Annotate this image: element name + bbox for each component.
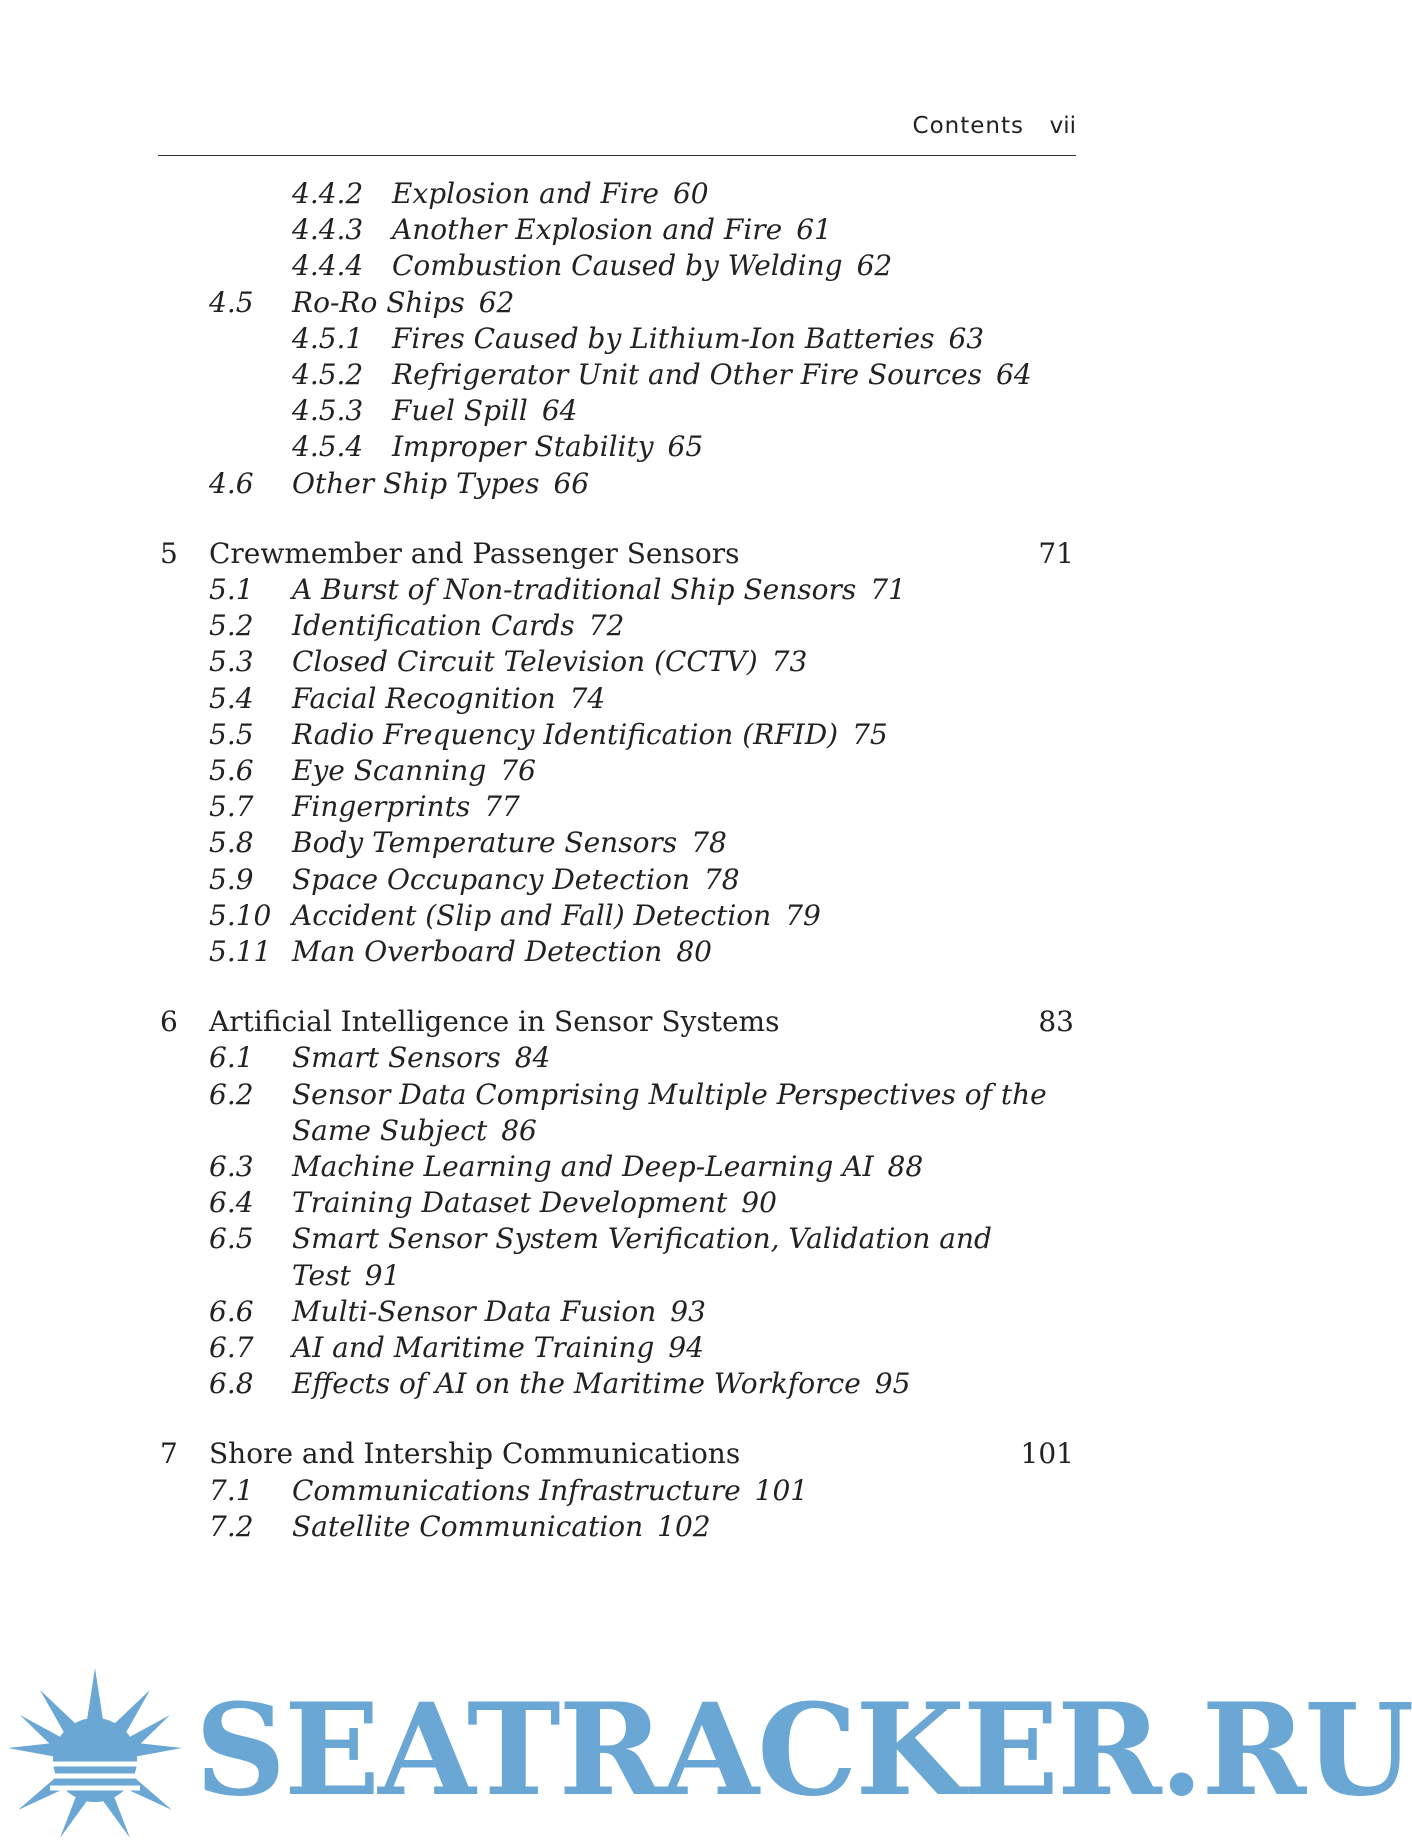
entry-page-number: 63	[948, 321, 985, 355]
entry-number: 5.10	[209, 898, 272, 932]
entry-number: 6.8	[209, 1367, 254, 1401]
entry-page-number: 80	[676, 935, 712, 968]
entry-number: 4.5	[209, 285, 254, 319]
entry-title	[292, 1113, 537, 1149]
entry-number: 4.5.3	[292, 394, 364, 428]
entry-number: 5.1	[209, 573, 254, 606]
entry-title	[292, 681, 605, 717]
running-header	[158, 105, 1076, 156]
entry-title	[292, 1330, 704, 1366]
entry-number: 7	[160, 1437, 178, 1471]
entry-title	[292, 753, 536, 789]
entry-page-number: 78	[691, 826, 727, 860]
entry-number: 6.1	[209, 1041, 254, 1075]
entry-page-number: 95	[874, 1367, 911, 1401]
entry-title	[392, 321, 984, 357]
entry-title	[292, 1185, 777, 1221]
entry-title	[292, 1509, 711, 1545]
entry-number: 4.5.4	[292, 430, 364, 464]
watermark-text: SEATRACKER.RU	[195, 1676, 1412, 1824]
entry-number: 5.7	[209, 790, 254, 824]
entry-title-text: Combustion Caused by Welding	[392, 249, 843, 283]
entry-page-number: 77	[484, 790, 520, 824]
entry-title-text: Fuel Spill	[392, 394, 528, 428]
entry-page-number: 79	[785, 898, 821, 932]
entry-page-number: 76	[500, 754, 536, 787]
header-title: Contents	[912, 113, 1024, 139]
entry-number: 6.3	[209, 1150, 254, 1183]
sun-logo-icon	[0, 1660, 190, 1843]
entry-title: Smart Sensor System Verification, Validation and	[292, 1222, 992, 1256]
entry-title	[292, 717, 888, 753]
entry-title-text: Facial Recognition	[292, 681, 556, 715]
entry-title-text: Training Dataset Development	[292, 1186, 728, 1220]
entry-title	[292, 825, 727, 861]
entry-title	[292, 862, 740, 898]
header-page-number: vii	[1049, 113, 1076, 139]
entry-title-text: Eye Scanning	[292, 754, 487, 787]
entry-title-text: Body Temperature Sensors	[292, 826, 678, 860]
entry-number: 5.4	[209, 681, 254, 715]
entry-title	[292, 934, 712, 970]
entry-title-text: Man Overboard Detection	[292, 935, 663, 968]
entry-title	[392, 393, 578, 429]
entry-title-text: Smart Sensors	[292, 1041, 501, 1075]
entry-page-number: 62	[478, 285, 515, 319]
entry-title	[292, 644, 807, 680]
entry-title-text: A Burst of Non-traditional Ship Sensors	[292, 573, 857, 606]
entry-page-number: 88	[887, 1150, 924, 1183]
entry-page-number: 102	[657, 1509, 711, 1543]
entry-page-number: 75	[852, 717, 888, 751]
entry-page-number: 64	[996, 358, 1032, 391]
entry-number: 5.8	[209, 826, 254, 860]
entry-number: 4.4.2	[292, 177, 364, 210]
entry-title-text: Communications Infrastructure	[292, 1473, 741, 1507]
entry-page-number: 90	[741, 1186, 777, 1220]
entry-page-number: 86	[501, 1113, 537, 1147]
entry-title-text: Effects of AI on the Maritime Workforce	[292, 1367, 861, 1401]
entry-title	[292, 1040, 550, 1076]
entry-number: 7.1	[209, 1473, 254, 1507]
entry-title-text: Fires Caused by Lithium-Ion Batteries	[392, 321, 935, 355]
entry-number: 6.6	[209, 1294, 254, 1328]
entry-page-number: 101	[754, 1473, 809, 1507]
entry-number: 6.7	[209, 1331, 254, 1364]
entry-page-number: 73	[771, 645, 808, 679]
entry-title-text: Radio Frequency Identification (RFID)	[292, 717, 839, 751]
entry-number: 4.5.1	[292, 321, 364, 355]
entry-page-number: 94	[668, 1331, 704, 1364]
entry-page-number: 62	[856, 249, 893, 283]
entry-title: Artificial Intelligence in Sensor Systems	[209, 1005, 780, 1039]
entry-title-text: Other Ship Types	[292, 466, 540, 500]
entry-title-text: Satellite Communication	[292, 1509, 644, 1543]
entry-title	[292, 285, 514, 321]
entry-number: 5.6	[209, 754, 254, 787]
entry-title-text: Test	[292, 1258, 351, 1292]
entry-title	[292, 898, 821, 934]
entry-page-number: 91	[364, 1258, 401, 1292]
entry-number: 5.11	[209, 935, 272, 968]
entry-number: 4.6	[209, 466, 254, 500]
entry-title	[292, 1294, 706, 1330]
entry-title-text: Explosion and Fire	[392, 177, 659, 210]
entry-number: 6.5	[209, 1222, 254, 1256]
entry-title	[292, 1366, 910, 1402]
entry-number: 5.9	[209, 862, 254, 896]
entry-number: 5.5	[209, 717, 254, 751]
entry-title-text: AI and Maritime Training	[292, 1331, 655, 1364]
entry-title	[292, 572, 906, 608]
watermark	[0, 1660, 1412, 1843]
entry-number: 4.5.2	[292, 358, 364, 391]
entry-title: Crewmember and Passenger Sensors	[209, 536, 740, 570]
entry-title: Shore and Intership Communications	[209, 1437, 741, 1471]
chapter-page-number: 101	[1020, 1437, 1074, 1471]
entry-title-text: Closed Circuit Television (CCTV)	[292, 645, 758, 679]
entry-title	[292, 1473, 808, 1509]
entry-number: 6.2	[209, 1077, 254, 1111]
entry-title-text: Identification Cards	[292, 609, 575, 643]
entry-page-number: 72	[588, 609, 625, 643]
entry-number: 6	[160, 1005, 178, 1039]
entry-title-text: Same Subject	[292, 1113, 488, 1147]
entry-title	[292, 1149, 923, 1185]
entry-title-text: Multi-Sensor Data Fusion	[292, 1294, 657, 1328]
entry-page-number: 78	[703, 862, 740, 896]
entry-title	[292, 1258, 400, 1294]
entry-page-number: 93	[670, 1294, 706, 1328]
entry-title	[292, 789, 520, 825]
entry-title-text: Accident (Slip and Fall) Detection	[292, 898, 772, 932]
chapter-page-number: 71	[1038, 536, 1074, 570]
entry-title-text: Space Occupancy Detection	[292, 862, 690, 896]
entry-title	[392, 176, 709, 212]
chapter-page-number: 83	[1038, 1005, 1074, 1039]
entry-title-text: Refrigerator Unit and Other Fire Sources	[392, 358, 983, 391]
entry-title-text: Fingerprints	[292, 790, 471, 824]
entry-title	[292, 608, 624, 644]
entry-number: 7.2	[209, 1509, 254, 1543]
entry-title	[292, 466, 589, 502]
entry-page-number: 71	[870, 573, 906, 606]
entry-title-text: Ro-Ro Ships	[292, 285, 465, 319]
entry-title-text: Improper Stability	[392, 430, 654, 464]
entry-title-text: Another Explosion and Fire	[392, 213, 783, 247]
entry-page-number: 84	[514, 1041, 551, 1075]
entry-title	[392, 212, 832, 248]
entry-number: 4.4.3	[292, 213, 364, 247]
entry-number: 5.3	[209, 645, 254, 679]
entry-title	[392, 357, 1032, 393]
entry-title-text: Machine Learning and Deep-Learning AI	[292, 1150, 874, 1183]
entry-page-number: 65	[667, 430, 704, 464]
entry-number: 6.4	[209, 1186, 254, 1220]
entry-page-number: 60	[672, 177, 709, 210]
entry-title	[392, 248, 892, 284]
entry-title: Sensor Data Comprising Multiple Perspectives of the	[292, 1077, 1047, 1111]
entry-page-number: 66	[553, 466, 590, 500]
entry-page-number: 61	[796, 213, 832, 247]
entry-number: 4.4.4	[292, 249, 364, 283]
entry-number: 5	[160, 536, 178, 570]
entry-page-number: 64	[541, 394, 578, 428]
entry-number: 5.2	[209, 609, 254, 643]
entry-title	[392, 429, 703, 465]
entry-page-number: 74	[569, 681, 606, 715]
